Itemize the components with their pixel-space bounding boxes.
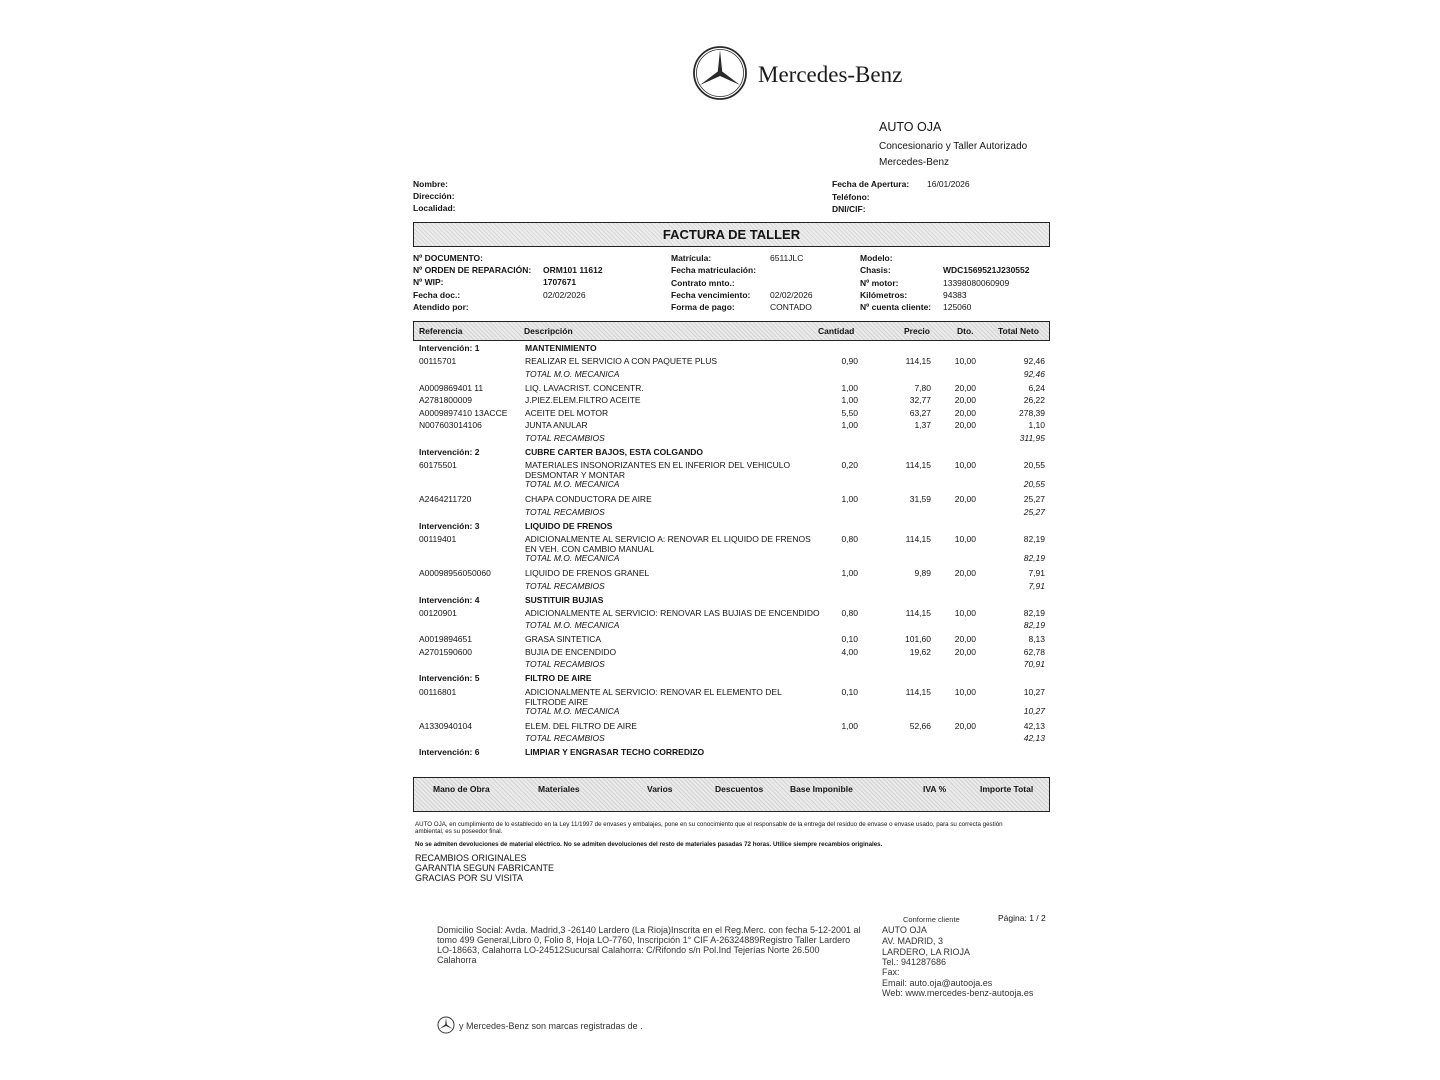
fecha-venc-value: 02/02/2026 bbox=[770, 290, 813, 300]
table-row bbox=[413, 647, 1050, 659]
cell-desc: TOTAL RECAMBIOS bbox=[525, 659, 605, 669]
total-importe-label: Importe Total bbox=[980, 784, 1034, 794]
cell-dto: 10,00 bbox=[954, 356, 976, 366]
invoice-title-box bbox=[413, 222, 1050, 247]
cell-ref: A2781800009 bbox=[419, 395, 472, 405]
table-row bbox=[413, 568, 1050, 580]
cell-desc: JUNTA ANULAR bbox=[525, 420, 588, 430]
subtotal-row bbox=[413, 733, 1050, 745]
totals-box bbox=[413, 777, 1050, 812]
mercedes-star-small-icon bbox=[437, 1016, 455, 1034]
table-row bbox=[413, 408, 1050, 420]
subtotal-row bbox=[413, 659, 1050, 671]
cell-desc: ADICIONALMENTE AL SERVICIO: RENOVAR EL ELEMENTO DEL bbox=[525, 687, 782, 697]
cell-total: 311,95 bbox=[1019, 433, 1045, 443]
intervention-row bbox=[413, 595, 1050, 607]
cell-qty: 1,00 bbox=[841, 721, 858, 731]
cell-ref: Intervención: 1 bbox=[419, 343, 480, 353]
col-cantidad: Cantidad bbox=[818, 326, 855, 336]
matricula-value: 6511JLC bbox=[770, 253, 804, 263]
cell-ref: 00115701 bbox=[419, 356, 457, 366]
fecha-venc-label: Fecha vencimiento: bbox=[671, 290, 751, 300]
cell-total: 92,46 bbox=[1023, 356, 1045, 366]
chasis-value: WDC1569521J230552 bbox=[943, 265, 1030, 275]
total-iva-label: IVA % bbox=[923, 784, 947, 794]
cell-ref: A1330940104 bbox=[419, 721, 472, 731]
km-value: 94383 bbox=[943, 290, 967, 300]
table-header bbox=[413, 321, 1050, 341]
subtotal-row bbox=[413, 507, 1050, 519]
cell-price: 19,62 bbox=[909, 647, 931, 657]
motor-label: Nº motor: bbox=[860, 278, 899, 288]
contact-line: Email: auto.oja@autooja.es bbox=[882, 978, 993, 988]
cell-desc: TOTAL M.O. MECANICA bbox=[525, 479, 620, 489]
cell-qty: 0,80 bbox=[841, 534, 858, 544]
col-referencia: Referencia bbox=[419, 326, 463, 336]
cell-dto: 20,00 bbox=[954, 383, 976, 393]
table-row bbox=[413, 608, 1050, 620]
table-row bbox=[413, 420, 1050, 432]
dealer-line: Concesionario y Taller Autorizado bbox=[879, 141, 1028, 152]
cell-total: 82,19 bbox=[1023, 553, 1045, 563]
cell-ref: A0009897410 13ACCE bbox=[419, 408, 508, 418]
cell-qty: 1,00 bbox=[841, 383, 858, 393]
cell-desc: TOTAL M.O. MECANICA bbox=[525, 706, 620, 716]
cell-total: 62,78 bbox=[1023, 647, 1045, 657]
domicilio-line: LO-18663, Calahorra LO-24512Sucursal Calahorra: C/Rifondo s/n Pol.Ind Tejerías Norte 26.500 bbox=[437, 945, 820, 955]
cell-ref: A2464211720 bbox=[419, 494, 472, 504]
cell-dto: 20,00 bbox=[954, 647, 976, 657]
invoice-title: FACTURA DE TALLER bbox=[662, 227, 801, 242]
cell-ref: 00120901 bbox=[419, 608, 457, 618]
cell-total: 26,22 bbox=[1023, 395, 1045, 405]
cell-desc: J.PIEZ.ELEM.FILTRO ACEITE bbox=[525, 395, 641, 405]
table-row bbox=[413, 383, 1050, 395]
subtotal-row bbox=[413, 553, 1050, 565]
cell-dto: 20,00 bbox=[954, 494, 976, 504]
cell-desc: ACEITE DEL MOTOR bbox=[525, 408, 609, 418]
cell-dto: 10,00 bbox=[954, 534, 976, 544]
wip-value: 1707671 bbox=[543, 277, 577, 287]
cell-desc: ADICIONALMENTE AL SERVICIO A: RENOVAR EL LIQUIDO DE FRENOS bbox=[525, 534, 811, 544]
intervention-row bbox=[413, 447, 1050, 459]
fecha-doc-value: 02/02/2026 bbox=[543, 290, 586, 300]
cell-total: 70,91 bbox=[1023, 659, 1045, 669]
fecha-apertura-value: 16/01/2026 bbox=[927, 179, 970, 189]
cell-desc: MANTENIMIENTO bbox=[525, 343, 597, 353]
domicilio-line: tomo 499 General,Libro 0, Folio 8, Hoja LO-7760, Inscripción 1° CIF A-26324889Registro Taller Lardero bbox=[437, 935, 851, 945]
modelo-label: Modelo: bbox=[860, 253, 893, 263]
cell-price: 9,89 bbox=[914, 568, 931, 578]
cell-qty: 0,10 bbox=[841, 687, 858, 697]
cell-desc: TOTAL M.O. MECANICA bbox=[525, 369, 620, 379]
cell-ref: A00098956050060 bbox=[419, 568, 491, 578]
trademark-text: y Mercedes-Benz son marcas registradas de . bbox=[459, 1021, 643, 1031]
cell-desc: TOTAL RECAMBIOS bbox=[525, 581, 605, 591]
cell-ref: A0009869401 11 bbox=[419, 383, 484, 393]
contact-line: LARDERO, LA RIOJA bbox=[882, 947, 971, 957]
direccion-label: Dirección: bbox=[413, 191, 455, 201]
cell-desc: LIQUIDO DE FRENOS bbox=[525, 521, 613, 531]
km-label: Kilómetros: bbox=[860, 290, 908, 300]
atendido-label: Atendido por: bbox=[413, 302, 469, 312]
cell-ref: 60175501 bbox=[419, 460, 457, 470]
conforme-cliente: Conforme cliente bbox=[903, 915, 960, 924]
cell-desc: FILTRO DE AIRE bbox=[525, 673, 592, 683]
col-total-neto: Total Neto bbox=[998, 326, 1039, 336]
cell-dto: 20,00 bbox=[954, 408, 976, 418]
localidad-label: Localidad: bbox=[413, 203, 456, 213]
subtotal-row bbox=[413, 706, 1050, 718]
cell-total: 10,27 bbox=[1023, 706, 1045, 716]
cuenta-value: 125060 bbox=[943, 302, 972, 312]
note-line: GARANTIA SEGUN FABRICANTE bbox=[415, 863, 555, 873]
col-dto: Dto. bbox=[957, 326, 974, 336]
cell-ref: Intervención: 5 bbox=[419, 673, 480, 683]
cell-dto: 20,00 bbox=[954, 395, 976, 405]
intervention-row bbox=[413, 521, 1050, 533]
fecha-doc-label: Fecha doc.: bbox=[413, 290, 461, 300]
cell-dto: 20,00 bbox=[954, 568, 976, 578]
cell-total: 7,91 bbox=[1028, 568, 1045, 578]
forma-pago-label: Forma de pago: bbox=[671, 302, 735, 312]
cell-dto: 10,00 bbox=[954, 608, 976, 618]
dealer-line: Mercedes-Benz bbox=[879, 157, 950, 168]
legal-text: ambiental, es su poseedor final. bbox=[415, 828, 503, 835]
total-varios-label: Varios bbox=[647, 784, 673, 794]
cell-ref: Intervención: 3 bbox=[419, 521, 480, 531]
motor-value: 13398080060909 bbox=[943, 278, 1010, 288]
cell-qty: 0,80 bbox=[841, 608, 858, 618]
matricula-label: Matrícula: bbox=[671, 253, 712, 263]
cell-desc: TOTAL M.O. MECANICA bbox=[525, 553, 620, 563]
cell-ref: Intervención: 2 bbox=[419, 447, 480, 457]
cell-price: 114,15 bbox=[905, 460, 931, 470]
cell-total: 10,27 bbox=[1023, 687, 1045, 697]
cell-price: 101,60 bbox=[905, 634, 931, 644]
dni-label: DNI/CIF: bbox=[832, 204, 866, 214]
orden-label: Nº ORDEN DE REPARACIÓN: bbox=[413, 265, 532, 275]
cell-total: 20,55 bbox=[1023, 460, 1045, 470]
cell-qty: 0,90 bbox=[841, 356, 858, 366]
cell-ref: Intervención: 6 bbox=[419, 747, 480, 757]
cell-ref: A0019894651 bbox=[419, 634, 472, 644]
cell-price: 31,59 bbox=[909, 494, 931, 504]
cell-dto: 20,00 bbox=[954, 420, 976, 430]
cell-price: 114,15 bbox=[905, 534, 931, 544]
cell-price: 114,15 bbox=[905, 356, 931, 366]
total-materiales-label: Materiales bbox=[538, 784, 580, 794]
cell-desc: ADICIONALMENTE AL SERVICIO: RENOVAR LAS BUJIAS DE ENCENDIDO bbox=[525, 608, 820, 618]
cell-qty: 0,10 bbox=[841, 634, 858, 644]
cell-qty: 1,00 bbox=[841, 568, 858, 578]
cell-desc: CHAPA CONDUCTORA DE AIRE bbox=[525, 494, 652, 504]
page-number: Página: 1 / 2 bbox=[998, 913, 1046, 923]
wip-label: Nº WIP: bbox=[413, 277, 444, 287]
cell-qty: 1,00 bbox=[841, 420, 858, 430]
note-line: GRACIAS POR SU VISITA bbox=[415, 873, 523, 883]
cell-desc: EN VEH. CON CAMBIO MANUAL bbox=[525, 544, 654, 554]
contrato-label: Contrato mnto.: bbox=[671, 278, 735, 288]
total-descuentos-label: Descuentos bbox=[715, 784, 764, 794]
cell-dto: 10,00 bbox=[954, 687, 976, 697]
cell-desc: REALIZAR EL SERVICIO A CON PAQUETE PLUS bbox=[525, 356, 718, 366]
nombre-label: Nombre: bbox=[413, 179, 448, 189]
contact-line: Tel.: 941287686 bbox=[882, 957, 947, 967]
cell-ref: 00119401 bbox=[419, 534, 457, 544]
cell-total: 82,19 bbox=[1023, 608, 1045, 618]
cell-desc: MATERIALES INSONORIZANTES EN EL INFERIOR DEL VEHICULO bbox=[525, 460, 791, 470]
table-row bbox=[413, 721, 1050, 733]
cell-desc: TOTAL RECAMBIOS bbox=[525, 733, 605, 743]
cell-price: 63,27 bbox=[909, 408, 931, 418]
note-line: RECAMBIOS ORIGINALES bbox=[415, 853, 527, 863]
cell-ref: N007603014106 bbox=[419, 420, 482, 430]
total-base-label: Base Imponible bbox=[790, 784, 853, 794]
cell-ref: Intervención: 4 bbox=[419, 595, 480, 605]
intervention-row bbox=[413, 747, 1050, 759]
cell-total: 42,13 bbox=[1023, 733, 1045, 743]
orden-value: ORM101 11612 bbox=[543, 265, 603, 275]
table-row bbox=[413, 356, 1050, 368]
contact-line: Fax: bbox=[882, 967, 900, 977]
cell-total: 82,19 bbox=[1023, 534, 1045, 544]
cell-desc: ELEM. DEL FILTRO DE AIRE bbox=[525, 721, 637, 731]
cell-dto: 20,00 bbox=[954, 634, 976, 644]
table-row bbox=[413, 395, 1050, 407]
cell-desc: LIQ. LAVACRIST. CONCENTR. bbox=[525, 383, 644, 393]
documento-label: Nº DOCUMENTO: bbox=[413, 253, 484, 263]
cell-total: 92,46 bbox=[1023, 369, 1045, 379]
cell-price: 114,15 bbox=[905, 687, 931, 697]
cell-desc: CUBRE CARTER BAJOS, ESTA COLGANDO bbox=[525, 447, 704, 457]
cell-dto: 10,00 bbox=[954, 460, 976, 470]
fecha-matric-label: Fecha matriculación: bbox=[671, 265, 757, 275]
cell-desc: FILTRODE AIRE bbox=[525, 697, 589, 707]
cell-total: 8,13 bbox=[1028, 634, 1045, 644]
cell-total: 25,27 bbox=[1023, 507, 1045, 517]
subtotal-row bbox=[413, 369, 1050, 381]
contact-line: Web: www.mercedes-benz-autooja.es bbox=[882, 988, 1034, 998]
cell-desc: BUJIA DE ENCENDIDO bbox=[525, 647, 617, 657]
cell-desc: GRASA SINTETICA bbox=[525, 634, 602, 644]
contact-line: AUTO OJA bbox=[882, 925, 927, 935]
cell-qty: 1,00 bbox=[841, 494, 858, 504]
col-precio: Precio bbox=[904, 326, 930, 336]
cell-price: 32,77 bbox=[909, 395, 931, 405]
cell-desc: TOTAL RECAMBIOS bbox=[525, 433, 605, 443]
cuenta-label: Nº cuenta cliente: bbox=[860, 302, 932, 312]
total-mano-obra-label: Mano de Obra bbox=[433, 784, 490, 794]
domicilio-line: Domicilio Social: Avda. Madrid,3 -26140 Lardero (La Rioja)Inscrita en el Reg.Merc. con fecha 5-12-2001 al bbox=[437, 925, 861, 935]
domicilio-line: Calahorra bbox=[437, 955, 477, 965]
subtotal-row bbox=[413, 479, 1050, 491]
cell-ref: 00116801 bbox=[419, 687, 457, 697]
cell-qty: 4,00 bbox=[841, 647, 858, 657]
cell-desc: TOTAL M.O. MECANICA bbox=[525, 620, 620, 630]
cell-desc: SUSTITUIR BUJIAS bbox=[525, 595, 604, 605]
cell-price: 52,66 bbox=[909, 721, 931, 731]
cell-total: 7,91 bbox=[1028, 581, 1045, 591]
cell-total: 6,24 bbox=[1028, 383, 1045, 393]
intervention-row bbox=[413, 673, 1050, 685]
cell-ref: A2701590600 bbox=[419, 647, 472, 657]
cell-price: 1,37 bbox=[914, 420, 931, 430]
intervention-row bbox=[413, 343, 1050, 355]
cell-total: 20,55 bbox=[1023, 479, 1045, 489]
cell-total: 82,19 bbox=[1023, 620, 1045, 630]
legal-returns: No se admiten devoluciones de material eléctrico. No se admiten devoluciones del resto de materiales pasadas 72 horas. Utilice siempre recambios originales. bbox=[415, 841, 883, 848]
cell-price: 7,80 bbox=[914, 383, 931, 393]
subtotal-row bbox=[413, 581, 1050, 593]
cell-qty: 5,50 bbox=[841, 408, 858, 418]
chasis-label: Chasis: bbox=[860, 265, 891, 275]
brand-name: Mercedes-Benz bbox=[758, 62, 903, 87]
table-row bbox=[413, 634, 1050, 646]
col-descripcion: Descripción bbox=[524, 326, 573, 336]
cell-qty: 1,00 bbox=[841, 395, 858, 405]
subtotal-row bbox=[413, 620, 1050, 632]
cell-desc: LIQUIDO DE FRENOS GRANEL bbox=[525, 568, 650, 578]
mercedes-star-logo-icon bbox=[692, 45, 748, 101]
cell-price: 114,15 bbox=[905, 608, 931, 618]
cell-qty: 0,20 bbox=[841, 460, 858, 470]
cell-dto: 20,00 bbox=[954, 721, 976, 731]
cell-desc: DESMONTAR Y MONTAR bbox=[525, 470, 625, 480]
cell-total: 1,10 bbox=[1028, 420, 1045, 430]
table-row bbox=[413, 494, 1050, 506]
forma-pago-value: CONTADO bbox=[770, 302, 812, 312]
cell-total: 42,13 bbox=[1023, 721, 1045, 731]
dealer-name: AUTO OJA bbox=[879, 120, 942, 134]
cell-desc: LIMPIAR Y ENGRASAR TECHO CORREDIZO bbox=[525, 747, 705, 757]
cell-total: 278,39 bbox=[1019, 408, 1045, 418]
fecha-apertura-label: Fecha de Apertura: bbox=[832, 179, 910, 189]
contact-line: AV. MADRID, 3 bbox=[882, 936, 944, 946]
subtotal-row bbox=[413, 433, 1050, 445]
cell-desc: TOTAL RECAMBIOS bbox=[525, 507, 605, 517]
telefono-label: Teléfono: bbox=[832, 192, 870, 202]
legal-text: AUTO OJA, en cumplimiento de lo establecido en la Ley 11/1997 de envases y embalajes, pone en su conocimiento que el responsable de la entrega del residuo de envase o envase usado, para su correcta gestión bbox=[415, 821, 1003, 828]
cell-total: 25,27 bbox=[1023, 494, 1045, 504]
